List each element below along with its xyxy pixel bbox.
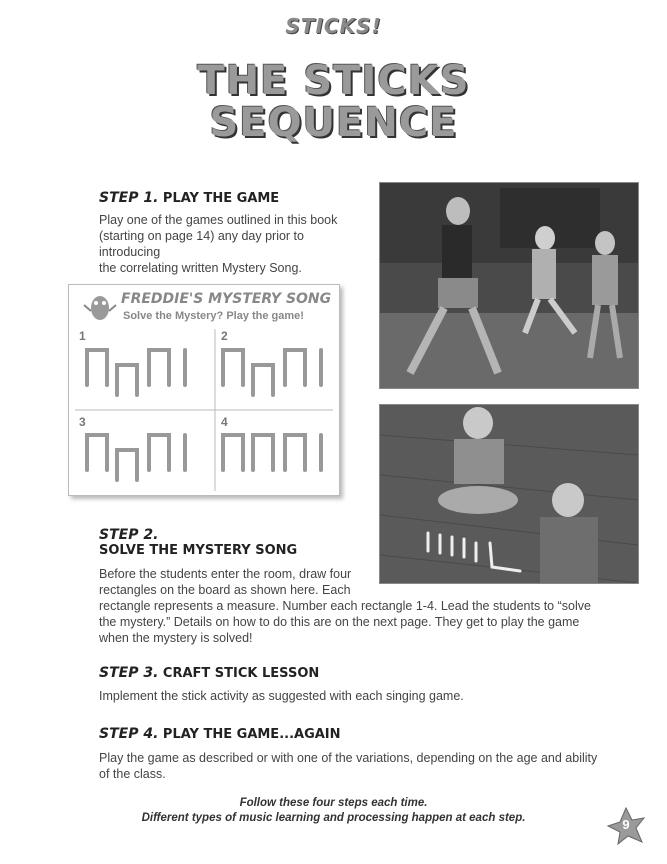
measure-number: 1 <box>79 329 86 343</box>
step4-heading <box>99 726 341 742</box>
page-title-line1: THE STICKS <box>197 58 470 104</box>
step2-line: the mystery.” Details on how to do this are on the next page. They get to play the game <box>99 615 580 629</box>
step1-heading <box>99 190 279 206</box>
step2-title: SOLVE THE MYSTERY SONG <box>99 543 298 558</box>
freddie-mascot-icon <box>83 291 117 325</box>
step1-title: PLAY THE GAME <box>162 191 280 206</box>
step4-line: of the class. <box>99 767 166 781</box>
step4-line: Play the game as described or with one of the variations, depending on the age and ability <box>99 751 598 765</box>
step1-body <box>99 212 367 276</box>
footer-line1: Follow these four steps each time. <box>239 797 428 809</box>
sticks-logo: STICKS! <box>285 14 382 38</box>
step1-number: STEP 1. <box>99 190 159 206</box>
photo-kids-with-sticks <box>379 404 639 584</box>
step2-heading <box>99 527 297 558</box>
photo-kids-with-sticks-art <box>380 405 638 583</box>
step4-number: STEP 4. <box>99 726 159 742</box>
step4-body <box>99 750 629 782</box>
step2-line: rectangles on the board as shown here. Each <box>99 583 351 597</box>
photo-kids-playing <box>379 182 639 389</box>
mystery-song-subtitle: Solve the Mystery? Play the game! <box>123 310 304 322</box>
step2-body <box>99 566 599 646</box>
step3-title: CRAFT STICK LESSON <box>162 666 320 681</box>
step2-line: Before the students enter the room, draw four <box>99 567 352 581</box>
step2-number: STEP 2. <box>99 527 159 543</box>
step3-body <box>99 688 619 704</box>
step1-line: Play one of the games outlined in this book <box>99 213 338 227</box>
step3-number: STEP 3. <box>99 665 159 681</box>
measure-number: 2 <box>221 329 228 343</box>
photo-kids-playing-art <box>380 183 638 388</box>
step3-heading <box>99 665 319 681</box>
mystery-song-title: FREDDIE'S MYSTERY SONG <box>121 291 332 307</box>
measure-number: 3 <box>79 415 86 429</box>
mystery-song-grid <box>69 325 339 495</box>
step3-line: Implement the stick activity as suggested with each singing game. <box>99 689 464 703</box>
page-number: 9 <box>622 817 630 832</box>
mystery-song-card <box>68 284 340 496</box>
step4-title: PLAY THE GAME...AGAIN <box>162 727 341 742</box>
measure-number: 4 <box>221 415 228 429</box>
page-number-badge <box>606 806 646 846</box>
step1-line: (starting on page 14) any day prior to introducing <box>99 229 304 259</box>
step2-line: rectangle represents a measure. Number each rectangle 1-4. Lead the students to “solve <box>99 599 591 613</box>
footer-note <box>0 796 667 826</box>
page-title-line2: SEQUENCE <box>209 100 458 146</box>
step2-line: when the mystery is solved! <box>99 631 253 645</box>
footer-line2: Different types of music learning and processing happen at each step. <box>141 812 526 824</box>
step1-line: the correlating written Mystery Song. <box>99 261 302 275</box>
